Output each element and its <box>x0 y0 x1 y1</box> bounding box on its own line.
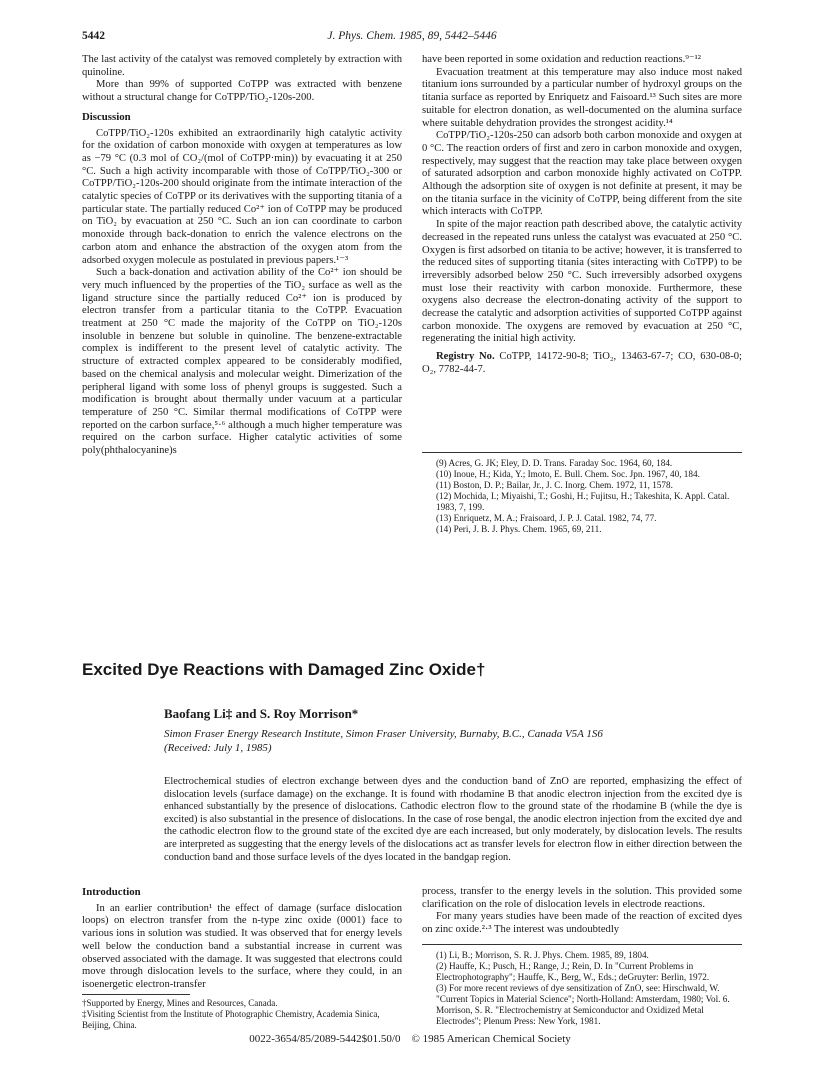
paragraph: have been reported in some oxidation and reduction reactions.⁹⁻¹² <box>422 54 701 65</box>
reference-item: (3) For more recent reviews of dye sensitization of ZnO, see: Hirschwald, W. "Current Topics in Material Science"; North-Holland: Amsterdam, 1980; Vol. 6. Morrison, S. R. "Electrochemistry at Semiconductor and Oxidized Metal Electrodes"; Plenum Press: New York, 1981. <box>436 983 730 1026</box>
reference-item: (9) Acres, G. JK; Eley, D. D. Trans. Faraday Soc. 1964, 60, 184. <box>436 458 673 468</box>
section-heading-discussion: Discussion <box>82 110 131 123</box>
paragraph: Such a back-donation and activation ability of the Co²⁺ ion should be very much influenced by the properties of the TiO₂ surface as well as the ligand structure since the partially reduced Co²⁺ ion is produced by electron transfer from a particular titania to the CoTPP. Evacuation treatment at 250 °C made the majority of the CoTPP on TiO₂-120s insoluble in benzene but soluble in quinoline. The benzene-extractable complex is indifferent to the present level of catalytic activity. The structure of extracted complex appeared to be considerably modified, based on the chemical analysis and molecular weight. Dimerization of the peripheral ligand with some loss of phenyl groups is suggested. Such a modification is brought about thermally under vacuum at a particular temperature of 250 °C. Similar thermal modifications of CoTPP were reported on the carbon surface,⁵·⁶ although a much higher temperature was required on the carbon surface. Higher catalytic activities of some poly(phthalocyanine)s <box>82 267 402 457</box>
paragraph: CoTPP/TiO₂-120s-250 can adsorb both carbon monoxide and oxygen at 0 °C. The reaction orders of first and zero in carbon monoxide and oxygen, respectively, may suggest that the reaction may take place between oxygen of saturated adsorption and carbon monoxide highly activated on CoTPP. Although the adsorption site of oxygen is not definite at present, it may be on the titania surface in the vicinity of CoTPP, being different from the site which interacts with CoTPP. <box>422 130 742 218</box>
paragraph: In an earlier contribution¹ the effect of damage (surface dislocation loops) on electron transfer from the n-type zinc oxide (0001) face to various ions in solution was studied. It was observed that for energy levels well below the conduction band a substantial increase in current was observed associated with the damage. It was suggested that electrons could move through dislocation levels to the surface, where they could, in an isoenergetic electron-transfer <box>82 902 402 990</box>
paragraph: CoTPP/TiO₂-120s exhibited an extraordinarily high catalytic activity for the oxidation of carbon monoxide with oxygen at temperatures as low as −79 °C (0.3 mol of CO₂/(mol of CoTPP·min)) by evacuating it at 250 °C. Such a high activity incomparable with those of CoTPP/TiO₂-300 or CoTPP/TiO₂-120s-200 should originate from the intimate interaction of the catalytic species of CoTPP or its derivatives with the supporting titania of a particular state. The partially reduced Co²⁺ ion of CoTPP may be produced on TiO₂ by evacuation at 250 °C. Such an ion can coordinate to carbon monoxide through back-donation to enrich the valence electrons on the carbon atom and enhance the abstraction of the oxygen atom from the adsorbed oxygen molecule as postulated in previous papers.¹⁻³ <box>82 127 402 266</box>
footnote-item: ‡Visiting Scientist from the Institute of Photographic Chemistry, Academia Sinica, Beijing, China. <box>82 1008 380 1030</box>
article-code: 0022-3654/85/2089-5442$01.50/0 <box>249 1033 401 1045</box>
footnote-divider <box>82 994 190 995</box>
introduction-left <box>82 886 402 992</box>
divider <box>422 452 742 453</box>
footnotes <box>82 998 402 1030</box>
reference-item: (10) Inoue, H.; Kida, Y.; Imoto, E. Bull. Chem. Soc. Jpn. 1967, 40, 184. <box>436 469 700 479</box>
section-heading-introduction: Introduction <box>82 886 141 898</box>
left-column-top <box>82 54 402 458</box>
page-number: 5442 <box>82 30 105 42</box>
received-date: (Received: July 1, 1985) <box>164 741 272 754</box>
registry-label: Registry No. <box>436 351 495 363</box>
affiliation-text: Simon Fraser Energy Research Institute, Simon Fraser University, Burnaby, B.C., Canada V5A 1S6 <box>164 728 603 740</box>
paragraph: Evacuation treatment at this temperature may also induce most naked titanium ions surrounded by a particular number of hydroxyl groups on the titania surface as reported by Enriquetz and Faisoard.¹³ Such sites are more suitable for electron donation, as well-documented on the alumina surface where suitable dehydration provides the strongest acidity.¹⁴ <box>422 66 742 129</box>
running-header <box>82 30 742 48</box>
reference-item: (11) Boston, D. P.; Bailar, Jr., J. C. Inorg. Chem. 1972, 11, 1578. <box>436 480 673 490</box>
reference-list <box>422 458 742 535</box>
page-footer <box>0 1033 820 1045</box>
paragraph: More than 99% of supported CoTPP was extracted with benzene without a structural change for CoTPP/TiO₂-120s-200. <box>82 79 402 104</box>
reference-item: (12) Mochida, I.; Miyaishi, T.; Goshi, H.; Fujitsu, H.; Takeshita, K. Appl. Catal. 1983, 7, 199. <box>436 491 730 512</box>
journal-citation: J. Phys. Chem. 1985, 89, 5442–5446 <box>327 30 497 42</box>
paragraph: The last activity of the catalyst was removed completely by extraction with quinoline. <box>82 54 402 78</box>
reference-item: (2) Hauffe, K.; Pusch, H.; Range, J.; Rein, D. In "Current Problems in Electrophotography"; Hauffe, K., Berg, W., Eds.; deGruyter: Berlin, 1972. <box>436 961 710 982</box>
footnote-item: †Supported by Energy, Mines and Resources, Canada. <box>82 998 278 1008</box>
reference-item: (13) Enriquetz, M. A.; Fraisoard, J. P. J. Catal. 1982, 74, 77. <box>436 513 657 523</box>
reference-item: (14) Peri, J. B. J. Phys. Chem. 1965, 69, 211. <box>436 524 602 534</box>
introduction-right <box>422 886 742 937</box>
paragraph: For many years studies have been made of the reaction of excited dyes on zinc oxide.²·³ The interest was undoubtedly <box>422 911 742 936</box>
right-column-top <box>422 54 742 377</box>
article-affiliation <box>164 728 603 755</box>
article-title: Excited Dye Reactions with Damaged Zinc Oxide† <box>82 660 486 679</box>
divider <box>422 944 742 945</box>
paragraph: process, transfer to the energy levels in the solution. This provided some clarification on the role of dislocation levels in electrode reactions. <box>422 886 742 910</box>
registry-text: CoTPP, 14172-90-8; TiO₂, 13463-67-7; CO, 630-08-0; O₂, 7782-44-7. <box>422 351 742 375</box>
reference-item: (1) Li, B.; Morrison, S. R. J. Phys. Chem. 1985, 89, 1804. <box>436 950 649 960</box>
paragraph: In spite of the major reaction path described above, the catalytic activity decreased in the repeated runs unless the catalyst was evacuated at 250 °C. Oxygen is first adsorbed on titania to be active; however, it is transferred to the reduced sites of supporting titania (sites interacting with CoTPP) to be irreversibly adsorbed below 250 °C. Such irreversibly adsorbed oxygens must lose their reactivity with carbon monoxide. Furthermore, these oxygens also decrease the electron-donating activity of the support to decrease the catalytic and adsorption activities of supported CoTPP against carbon monoxide. The oxygens are removed by evacuation at 250 °C, regenerating the initial high activity. <box>422 219 742 345</box>
registry-numbers <box>422 351 742 376</box>
copyright: © 1985 American Chemical Society <box>411 1033 571 1045</box>
article-abstract: Electrochemical studies of electron exchange between dyes and the conduction band of ZnO are reported, emphasizing the effect of dislocation levels (surface damage) on the exchange. It is found with rhodamine B that anodic electron injection from the excited dye is enhanced substantially by the presence of dislocations. Cathodic electron flow to the ground state of the rhodamine B (while the dye is excited) is also substantial in the presence of dislocations. In the case of rose bengal, the anodic electron injection from the excited dye and the cathodic electron flow to the ground state of the excited dye are each increased, but only moderately, by dislocation levels. The results are interpreted as suggesting that the energy levels of the dislocations act as transfer levels for electron flow in either direction between the conduction band and those surface levels of the dyes located in the bandgap region. <box>164 776 742 863</box>
reference-list <box>422 950 742 1027</box>
article-authors: Baofang Li‡ and S. Roy Morrison* <box>164 706 359 721</box>
